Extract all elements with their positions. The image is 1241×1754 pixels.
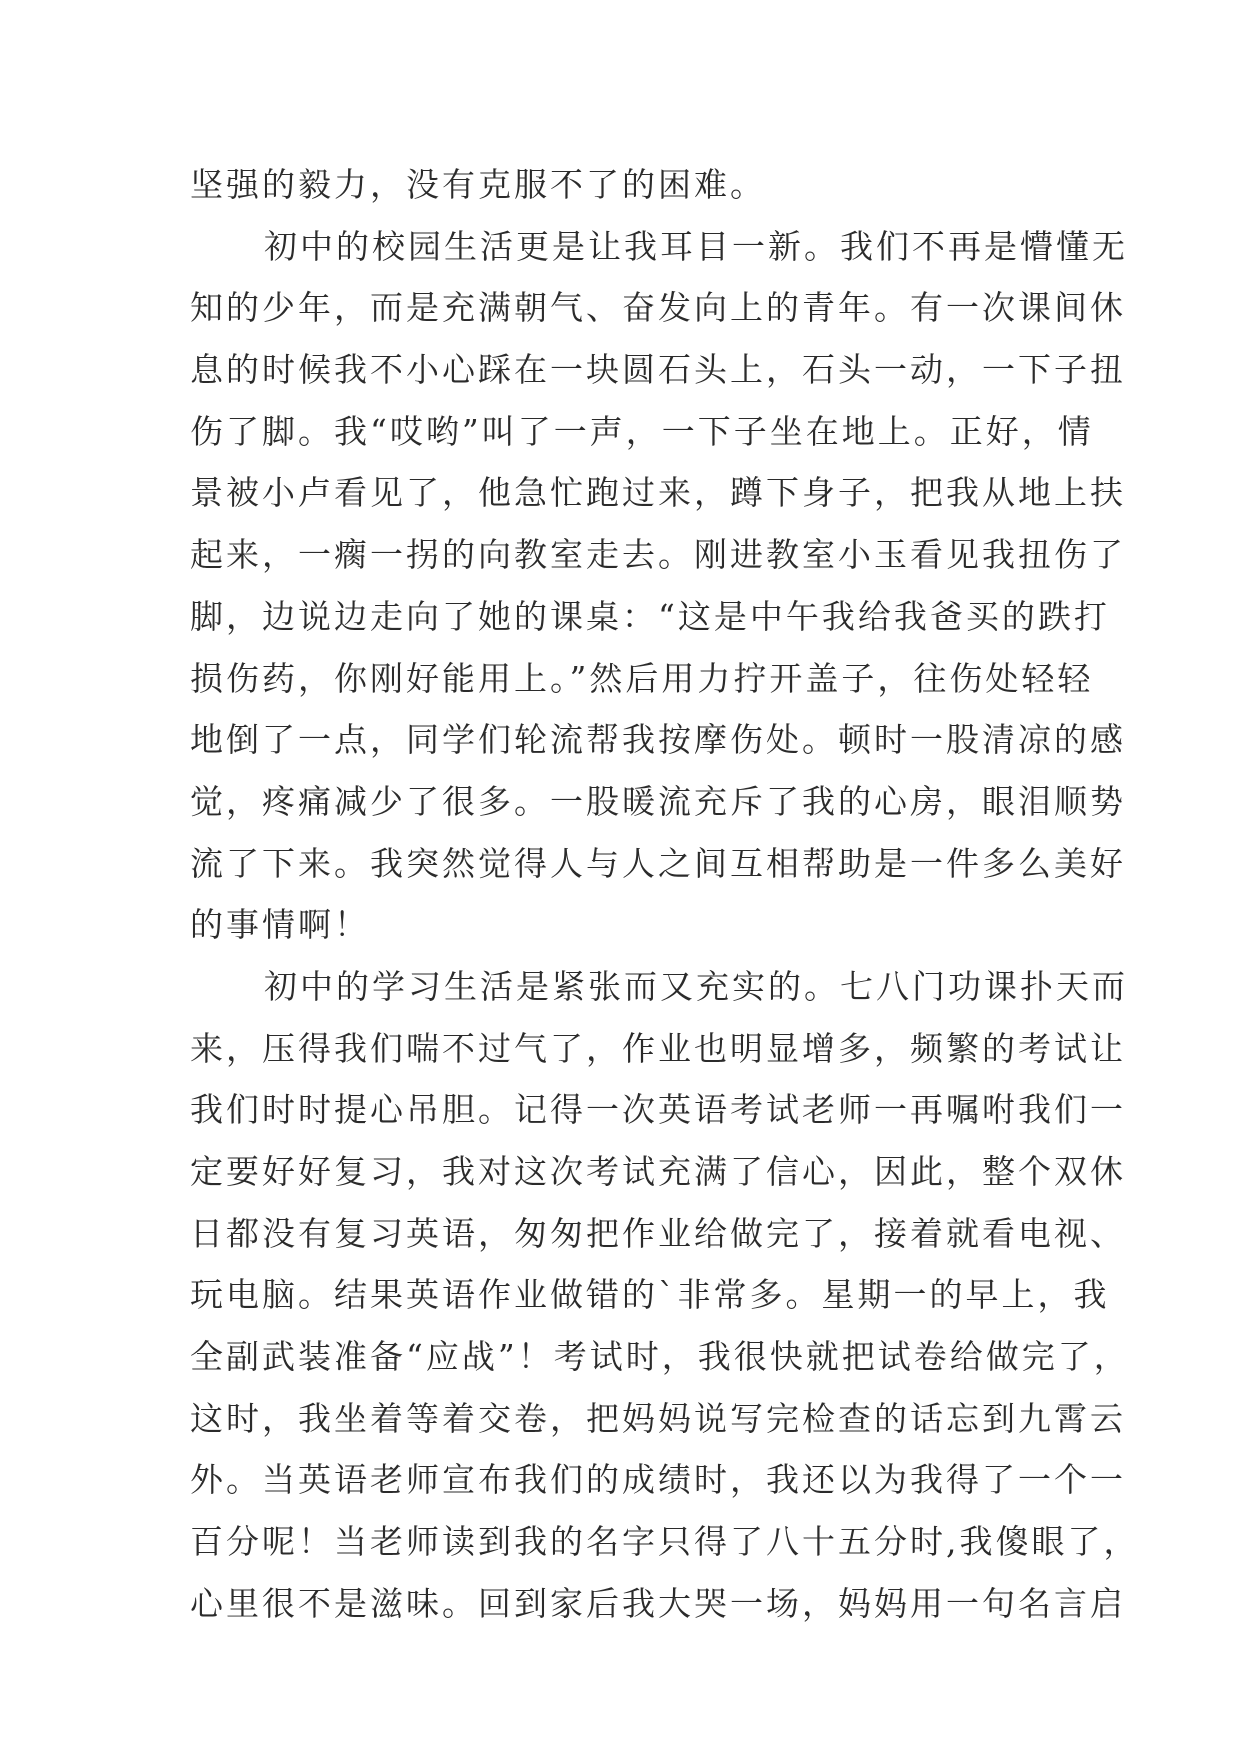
text-line: 伤了脚。我“哎哟”叫了一声，一下子坐在地上。正好，情 [190,411,1094,451]
text-line: 知的少年，而是充满朝气、奋发向上的青年。有一次课间休 [190,288,1126,328]
text-line: 地倒了一点，同学们轮流帮我按摩伤处。顿时一股清凉的感 [190,720,1126,760]
text-line: 外。当英语老师宣布我们的成绩时，我还以为我得了一个一 [190,1460,1126,1500]
text-line: 心里很不是滋味。回到家后我大哭一场，妈妈用一句名言启 [190,1583,1126,1623]
text-line: 来，压得我们喘不过气了，作业也明显增多，频繁的考试让 [190,1028,1126,1068]
paragraph-start-line: 初中的学习生活是紧张而又充实的。七八门功课扑天而 [264,966,1128,1006]
text-line: 流了下来。我突然觉得人与人之间互相帮助是一件多么美好 [190,843,1126,883]
text-line: 的事情啊！ [190,905,370,945]
text-line: 日都没有复习英语，匆匆把作业给做完了，接着就看电视、 [190,1213,1126,1253]
body-text [190,154,1140,1635]
text-line: 景被小卢看见了，他急忙跑过来，蹲下身子，把我从地上扶 [190,473,1126,513]
text-line: 玩电脑。结果英语作业做错的`非常多。星期一的早上，我 [190,1275,1110,1315]
text-line: 觉，疼痛减少了很多。一股暖流充斥了我的心房，眼泪顺势 [190,781,1126,821]
text-line: 这时，我坐着等着交卷，把妈妈说写完检查的话忘到九霄云 [190,1398,1126,1438]
text-line: 起来，一瘸一拐的向教室走去。刚进教室小玉看见我扭伤了 [190,535,1126,575]
text-line: 息的时候我不小心踩在一块圆石头上，石头一动，一下子扭 [190,350,1126,390]
text-line: 全副武装准备“应战”！考试时，我很快就把试卷给做完了， [190,1337,1130,1377]
text-line: 脚，边说边走向了她的课桌：“这是中午我给我爸买的跌打 [190,596,1110,636]
text-line: 损伤药，你刚好能用上。”然后用力拧开盖子，往伤处轻轻 [190,658,1094,698]
text-line: 百分呢！当老师读到我的名字只得了八十五分时,我傻眼了， [190,1522,1140,1562]
paragraph-start-line: 初中的校园生活更是让我耳目一新。我们不再是懵懂无 [264,226,1128,266]
text-line: 我们时时提心吊胆。记得一次英语考试老师一再嘱咐我们一 [190,1090,1126,1130]
text-line: 定要好好复习，我对这次考试充满了信心，因此，整个双休 [190,1152,1126,1191]
text-line: 坚强的毅力，没有克服不了的困难。 [190,165,766,204]
